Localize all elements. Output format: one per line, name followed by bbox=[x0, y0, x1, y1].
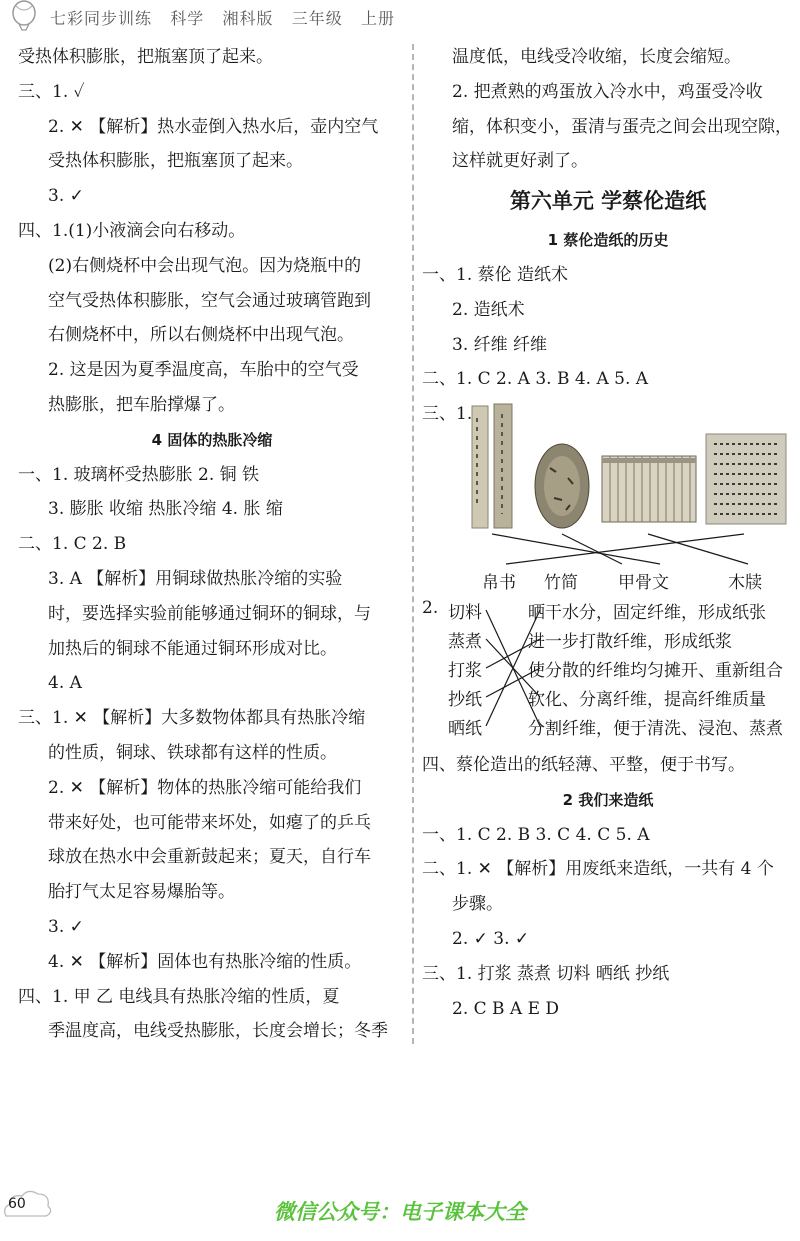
answer-line: 的性质，铜球、铁球都有这样的性质。 bbox=[48, 742, 337, 763]
label-zhujian: 竹简 bbox=[544, 572, 578, 593]
match-right-item: 晒干水分，固定纤维，形成纸张 bbox=[528, 602, 766, 623]
answer-line: 球放在热水中会重新鼓起来；夏天，自行车 bbox=[48, 847, 371, 868]
answer-line: 2. ✕ 【解析】热水壶倒入热水后，壶内空气 bbox=[48, 116, 379, 137]
answer-line: 3. 膨胀 收缩 热胀冷缩 4. 胀 缩 bbox=[48, 499, 283, 520]
match-right-item: 软化、分离纤维，提高纤维质量 bbox=[528, 689, 766, 710]
answer-line: 四、蔡伦造出的纸轻薄、平整，便于书写。 bbox=[422, 754, 745, 775]
unit-title: 第六单元 学蔡伦造纸 bbox=[509, 189, 707, 214]
answer-line: 4. ✕ 【解析】固体也有热胀冷缩的性质。 bbox=[48, 951, 362, 972]
bamboo-slips-image bbox=[602, 456, 696, 522]
answer-line: 热膨胀，把车胎撑爆了。 bbox=[48, 394, 235, 415]
right-column bbox=[422, 40, 794, 1026]
answer-line: 右侧烧杯中，所以右侧烧杯中出现气泡。 bbox=[48, 325, 354, 346]
answer-line: 三、1. ✕ 【解析】大多数物体都具有热胀冷缩 bbox=[18, 708, 366, 729]
bamboo-strip-image bbox=[472, 404, 512, 528]
answer-line: 三、1. 打浆 蒸煮 切料 晒纸 抄纸 bbox=[422, 963, 670, 984]
oracle-bone-image bbox=[535, 444, 589, 528]
label-mudu: 木牍 bbox=[728, 572, 762, 593]
section1-answers bbox=[422, 258, 794, 397]
answer-line: 二、1. C 2. A 3. B 4. A 5. A bbox=[422, 369, 649, 390]
answer-line: 三、1. ✓ bbox=[18, 81, 85, 102]
answer-line: 3. 纤维 纤维 bbox=[452, 334, 548, 355]
answer-line: 四、1.(1)小液滴会向右移动。 bbox=[18, 220, 246, 241]
q3-label: 三、1. bbox=[422, 404, 473, 425]
answer-line: 4. A bbox=[48, 673, 82, 694]
answer-line: 四、1. 甲 乙 电线具有热胀冷缩的性质，夏 bbox=[18, 986, 340, 1007]
artifact-matching-figure bbox=[422, 398, 794, 598]
column-divider bbox=[412, 44, 414, 1044]
match-right-item: 分割纤维，便于清洗、浸泡、蒸煮 bbox=[528, 718, 783, 739]
answer-line: (2)右侧烧杯中会出现气泡。因为烧瓶中的 bbox=[48, 255, 362, 276]
section1-q4 bbox=[422, 748, 794, 783]
answer-line: 2. 造纸术 bbox=[452, 299, 525, 320]
answer-line: 一、1. 蔡伦 造纸术 bbox=[422, 264, 569, 285]
answer-line: 2. C B A E D bbox=[452, 998, 560, 1019]
answer-line: 缩，体积变小，蛋清与蛋壳之间会出现空隙， bbox=[452, 116, 792, 137]
answer-line: 2. ✕ 【解析】物体的热胀冷缩可能给我们 bbox=[48, 777, 362, 798]
page-header bbox=[0, 0, 800, 40]
answer-line: 温度低，电线受冷收缩，长度会缩短。 bbox=[452, 47, 741, 67]
match-left-item: 晒纸 bbox=[448, 718, 482, 739]
balloon-logo-icon bbox=[6, 0, 42, 36]
answer-line: 一、1. C 2. B 3. C 4. C 5. A bbox=[422, 824, 650, 845]
answer-line: 受热体积膨胀，把瓶塞顶了起来。 bbox=[18, 47, 273, 67]
watermark-text: 微信公众号：电子课本大全 bbox=[274, 1200, 526, 1224]
process-matching bbox=[422, 598, 794, 748]
answer-line: 3. ✓ bbox=[48, 186, 84, 207]
answer-line: 二、1. ✕ 【解析】用废纸来造纸，一共有 4 个 bbox=[422, 859, 774, 880]
matching-lines bbox=[492, 534, 748, 564]
answer-line: 季温度高，电线受热膨胀，长度会增长；冬季 bbox=[48, 1021, 388, 1042]
match-left-item: 切料 bbox=[448, 602, 482, 623]
match-right-item: 进一步打散纤维，形成纸浆 bbox=[528, 631, 732, 652]
label-boshu: 帛书 bbox=[482, 572, 516, 593]
left-column bbox=[18, 40, 406, 1049]
answer-line: 3. A 【解析】用铜球做热胀冷缩的实验 bbox=[48, 568, 343, 589]
silk-manuscript-image bbox=[706, 434, 786, 524]
answer-line: 加热后的铜球不能通过铜环形成对比。 bbox=[48, 638, 337, 659]
answer-line: 2. 把煮熟的鸡蛋放入冷水中，鸡蛋受冷收 bbox=[452, 81, 763, 102]
header-title: 七彩同步训练 科学 湘科版 三年级 上册 bbox=[50, 9, 396, 28]
answer-line: 时，要选择实验前能够通过铜环的铜球，与 bbox=[48, 603, 371, 624]
q2-prefix: 2. bbox=[422, 597, 439, 618]
section2-answers bbox=[422, 818, 794, 1027]
answer-line: 受热体积膨胀，把瓶塞顶了起来。 bbox=[48, 151, 303, 172]
answer-line: 二、1. C 2. B bbox=[18, 534, 127, 555]
section2-title: 2 我们来造纸 bbox=[562, 790, 654, 809]
answer-line: 这样就更好剥了。 bbox=[452, 151, 588, 172]
match-left-item: 打浆 bbox=[448, 660, 482, 681]
right-top-answers bbox=[422, 40, 794, 179]
match-left-item: 蒸煮 bbox=[448, 631, 482, 652]
answer-line: 步骤。 bbox=[452, 894, 503, 915]
answer-line: 3. ✓ bbox=[48, 916, 84, 937]
page-number: 60 bbox=[8, 1196, 26, 1212]
match-right-item: 使分散的纤维均匀摊开、重新组合 bbox=[528, 660, 783, 681]
answer-line: 带来好处，也可能带来坏处，如瘪了的乒乓 bbox=[48, 812, 371, 833]
answer-line: 空气受热体积膨胀，空气会通过玻璃管跑到 bbox=[48, 290, 371, 311]
section1-title: 1 蔡伦造纸的历史 bbox=[547, 231, 669, 250]
answer-line: 4 固体的热胀冷缩 bbox=[151, 430, 273, 449]
answer-line: 胎打气太足容易爆胎等。 bbox=[48, 882, 235, 903]
answer-line: 2. ✓ 3. ✓ bbox=[452, 928, 530, 949]
label-jiaguwen: 甲骨文 bbox=[618, 572, 669, 593]
answer-line: 一、1. 玻璃杯受热膨胀 2. 铜 铁 bbox=[18, 464, 260, 485]
answer-line: 2. 这是因为夏季温度高，车胎中的空气受 bbox=[48, 360, 359, 381]
match-left-item: 抄纸 bbox=[448, 689, 482, 710]
